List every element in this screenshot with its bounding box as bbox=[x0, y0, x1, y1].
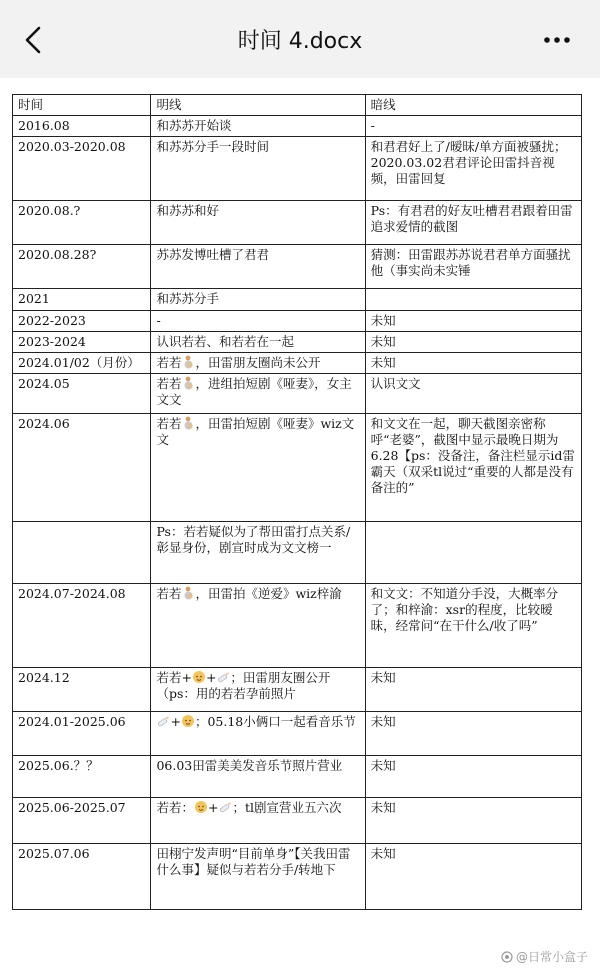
table-row bbox=[13, 712, 582, 756]
cell-time: 2024.12 bbox=[13, 668, 151, 712]
table-row bbox=[13, 756, 582, 798]
cell-open-part: + bbox=[205, 670, 217, 685]
cell-open: 田栩宁发声明“目前单身”【关我田雷什么事】疑似与若若分手/转地下 bbox=[151, 844, 365, 910]
cell-open-part: 若若 bbox=[156, 355, 182, 370]
cell-time: 2024.06 bbox=[13, 414, 151, 522]
cell-hidden: 认识文文 bbox=[365, 374, 581, 414]
cell-time: 2020.08.? bbox=[13, 201, 151, 245]
top-navigation-bar bbox=[0, 0, 600, 78]
cell-open-part: 若若 bbox=[156, 416, 182, 431]
table-row bbox=[13, 332, 582, 353]
column-header-open: 明线 bbox=[151, 95, 365, 116]
cell-hidden: 未知 bbox=[365, 844, 581, 910]
cell-hidden: 和文文：不知道分手没，大概率分了；和梓渝：xsr的程度，比较暧昧，经常问“在干什么/收了吗” bbox=[365, 584, 581, 668]
baby-bottle-icon bbox=[216, 670, 230, 684]
cell-open-part: ，进组拍短剧《哑妻》，女主文文 bbox=[156, 376, 352, 407]
table-row bbox=[13, 374, 582, 414]
cell-time: 2025.07.06 bbox=[13, 844, 151, 910]
cell-open-part: 若若+ bbox=[156, 670, 192, 685]
table-row bbox=[13, 668, 582, 712]
more-horizontal-icon[interactable] bbox=[542, 30, 572, 50]
cell-hidden: 和文文在一起，聊天截图亲密称呼“老婆”，截图中显示最晚日期为6.28【ps：没备注，备注栏显示id雷霸天（双采tl说过“重要的人都是没有备注的” bbox=[365, 414, 581, 522]
cell-time: 2024.07-2024.08 bbox=[13, 584, 151, 668]
cell-open-part: ，田雷拍《逆爱》wiz梓渝 bbox=[195, 586, 342, 601]
cell-open-part: ；tl剧宣营业五六次 bbox=[232, 800, 342, 815]
document-page[interactable] bbox=[0, 78, 600, 975]
cell-hidden bbox=[365, 522, 581, 584]
baby-bottle-icon bbox=[156, 714, 170, 728]
table-row bbox=[13, 311, 582, 332]
cell-open: 和苏苏分手 bbox=[151, 289, 365, 311]
column-header-time: 时间 bbox=[13, 95, 151, 116]
cell-hidden: 未知 bbox=[365, 756, 581, 798]
table-row bbox=[13, 116, 582, 137]
cell-open: 06.03田雷美美发音乐节照片营业 bbox=[151, 756, 365, 798]
table-row bbox=[13, 201, 582, 245]
cell-hidden: 猜测：田雷跟苏苏说君君单方面骚扰他（事实尚未实锤 bbox=[365, 245, 581, 289]
cell-open: 认识若若、和若若在一起 bbox=[151, 332, 365, 353]
table-row bbox=[13, 798, 582, 844]
cell-time: 2016.08 bbox=[13, 116, 151, 137]
pregnant-woman-icon bbox=[181, 355, 195, 369]
cell-time: 2024.01-2025.06 bbox=[13, 712, 151, 756]
cell-hidden: Ps：有君君的好友吐槽君君跟着田雷追求爱情的截图 bbox=[365, 201, 581, 245]
cell-time: 2024.01/02（月份） bbox=[13, 353, 151, 374]
pregnant-woman-icon bbox=[181, 376, 195, 390]
cell-time: 2023-2024 bbox=[13, 332, 151, 353]
cell-hidden bbox=[365, 289, 581, 311]
watermark-text: @日常小盒子 bbox=[515, 950, 588, 964]
table-row bbox=[13, 137, 582, 201]
cell-open: Ps：若若疑似为了帮田雷打点关系/彰显身份，剧宣时成为文文榜一 bbox=[151, 522, 365, 584]
cell-open: 和苏苏分手一段时间 bbox=[151, 137, 365, 201]
cell-open bbox=[151, 353, 365, 374]
cell-hidden: 未知 bbox=[365, 798, 581, 844]
cell-open: 和苏苏和好 bbox=[151, 201, 365, 245]
cell-open-part: ；田雷朋友圈公开（ps：用的若若孕前照片 bbox=[156, 670, 331, 701]
cell-hidden: 未知 bbox=[365, 668, 581, 712]
baby-bottle-icon bbox=[218, 800, 232, 814]
cell-open: 苏苏发博吐槽了君君 bbox=[151, 245, 365, 289]
cell-open-part: 若若： bbox=[156, 800, 194, 815]
cell-time: 2020.08.28? bbox=[13, 245, 151, 289]
watermark bbox=[501, 948, 588, 965]
cell-hidden: 未知 bbox=[365, 311, 581, 332]
cell-time: 2022-2023 bbox=[13, 311, 151, 332]
cell-hidden: 和君君好上了/暧昧/单方面被骚扰；2020.03.02君君评论田雷抖音视频，田雷回复 bbox=[365, 137, 581, 201]
cell-open bbox=[151, 798, 365, 844]
cell-hidden: 未知 bbox=[365, 353, 581, 374]
baby-icon bbox=[181, 714, 195, 728]
cell-open-part: ；05.18小俩口一起看音乐节 bbox=[194, 714, 356, 729]
cell-open bbox=[151, 584, 365, 668]
pregnant-woman-icon bbox=[181, 416, 195, 430]
cell-open: 和苏苏开始谈 bbox=[151, 116, 365, 137]
table-row bbox=[13, 289, 582, 311]
cell-open-part: 若若 bbox=[156, 586, 182, 601]
cell-hidden: 未知 bbox=[365, 712, 581, 756]
cell-open bbox=[151, 668, 365, 712]
cell-open-part: 若若 bbox=[156, 376, 182, 391]
cell-open-part: + bbox=[207, 800, 219, 815]
cell-time: 2024.05 bbox=[13, 374, 151, 414]
column-header-hidden: 暗线 bbox=[365, 95, 581, 116]
table-row bbox=[13, 844, 582, 910]
cell-open bbox=[151, 374, 365, 414]
table-row bbox=[13, 353, 582, 374]
baby-icon bbox=[194, 800, 208, 814]
table-row bbox=[13, 522, 582, 584]
baby-icon bbox=[192, 670, 206, 684]
document-title: 时间 4.docx bbox=[237, 29, 363, 54]
pregnant-woman-icon bbox=[181, 586, 195, 600]
cell-time bbox=[13, 522, 151, 584]
cell-time: 2021 bbox=[13, 289, 151, 311]
cell-open-part: ，田雷拍短剧《哑妻》wiz文文 bbox=[156, 416, 355, 447]
timeline-table bbox=[12, 94, 582, 910]
cell-time: 2025.06-2025.07 bbox=[13, 798, 151, 844]
cell-open: - bbox=[151, 311, 365, 332]
table-row bbox=[13, 245, 582, 289]
cell-open bbox=[151, 414, 365, 522]
camera-icon bbox=[501, 951, 513, 963]
cell-hidden: 未知 bbox=[365, 332, 581, 353]
cell-open bbox=[151, 712, 365, 756]
cell-open-part: ，田雷朋友圈尚未公开 bbox=[195, 355, 321, 370]
table-row bbox=[13, 584, 582, 668]
cell-time: 2025.06.？？ bbox=[13, 756, 151, 798]
cell-time: 2020.03-2020.08 bbox=[13, 137, 151, 201]
cell-hidden: - bbox=[365, 116, 581, 137]
table-header-row bbox=[13, 95, 582, 116]
cell-open-part: + bbox=[170, 714, 181, 729]
table-row bbox=[13, 414, 582, 522]
